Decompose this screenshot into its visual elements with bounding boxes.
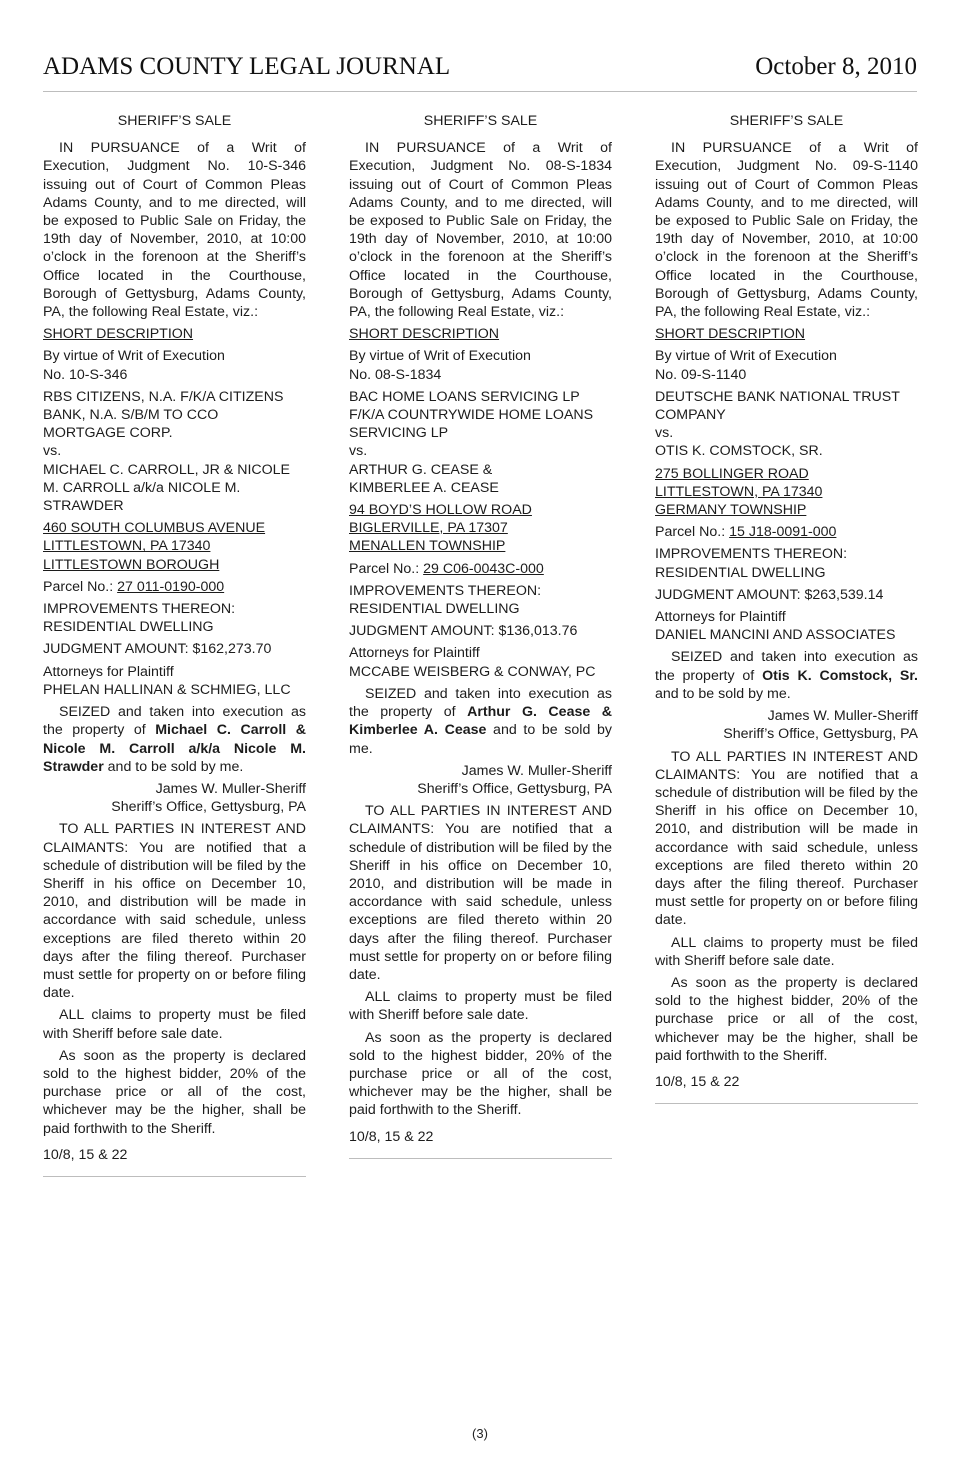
payment-paragraph: As soon as the property is declared sold to the highest bidder, 20% of the purchase price or all of the cost, whichever may be the higher, shall be paid forthwith to the Sheriff. — [43, 1047, 306, 1137]
seized-prefix: SEIZED and taken into execution as the property of — [655, 649, 918, 684]
seized-owner: Arthur G. Cease & Kimberlee A. Cease — [349, 704, 612, 739]
writ-number: No. 10-S-346 — [43, 366, 128, 383]
versus-label: vs. — [43, 443, 62, 460]
notice-heading: SHERIFF’S SALE — [423, 113, 538, 129]
sheriff-name: James W. Muller-Sheriff — [155, 780, 306, 797]
parcel-number — [655, 523, 918, 541]
attorneys — [655, 608, 918, 644]
seized-prefix: SEIZED and taken into execution as the property of — [349, 685, 612, 721]
claims-paragraph: ALL claims to property must be filed with Sheriff before sale date. — [349, 989, 612, 1024]
publication-dates: 10/8, 15 & 22 — [349, 1128, 612, 1159]
sheriff-name: James W. Muller-Sheriff — [461, 762, 612, 779]
parcel-value: 29 C06-0043C-000 — [423, 560, 544, 577]
parcel-value: 15 J18-0091-000 — [729, 524, 837, 541]
defendant-line: KIMBERLEE A. CEASE — [349, 479, 499, 496]
attorneys-name: PHELAN HALLINAN & SCHMIEG, LLC — [43, 681, 291, 698]
payment-paragraph: As soon as the property is declared sold to the highest bidder, 20% of the purchase price or all of the cost, whichever may be the higher, shall be paid forthwith to the Sheriff. — [349, 1029, 612, 1119]
address-line: LITTLESTOWN BOROUGH — [43, 556, 220, 573]
address-line: BIGLERVILLE, PA 17307 — [349, 520, 508, 537]
sheriff-office: Sheriff’s Office, Gettysburg, PA — [723, 726, 918, 743]
defendant-line: ARTHUR G. CEASE & — [349, 461, 493, 478]
plaintiff-line: COMPANY — [655, 407, 726, 424]
seized-suffix: and to be sold by me. — [103, 758, 244, 775]
attorneys — [43, 663, 306, 699]
address-line: LITTLESTOWN, PA 17340 — [43, 538, 211, 555]
parcel-number — [43, 578, 306, 596]
seized-paragraph — [349, 685, 612, 758]
case-parties — [349, 388, 612, 497]
address-line: 275 BOLLINGER ROAD — [655, 465, 809, 482]
sheriff-signature — [655, 707, 918, 743]
property-address — [43, 519, 306, 574]
plaintiff-line: BAC HOME LOANS SERVICING LP — [349, 388, 580, 405]
journal-title: ADAMS COUNTY LEGAL JOURNAL — [43, 53, 451, 80]
property-address — [349, 501, 612, 556]
pursuance-paragraph: IN PURSUANCE of a Writ of Execution, Judgment No. 09-S-1140 issuing out of Court of Common Pleas Adams County, and to me directed, will be exposed to Public Sale on Friday, the 19th day of November, 2010, at 10:00 o’clock in the forenoon at the Sheriff’s Office located in the Courthouse, Borough of Gettysburg, Adams County, PA, the following Real Estate, viz.: — [655, 140, 918, 321]
improvements — [655, 545, 918, 581]
writ-number: No. 09-S-1140 — [655, 366, 747, 383]
improvements-line: IMPROVEMENTS THEREON: — [655, 546, 848, 563]
publication-dates: 10/8, 15 & 22 — [43, 1146, 306, 1177]
seized-prefix: SEIZED and taken into execution as the property of — [43, 704, 306, 739]
short-description-label: SHORT DESCRIPTION — [349, 326, 500, 343]
sheriff-signature — [43, 780, 306, 816]
sheriff-signature — [349, 762, 612, 798]
improvements-line: IMPROVEMENTS THEREON: — [43, 601, 236, 618]
claimants-paragraph: TO ALL PARTIES IN INTEREST AND CLAIMANTS: You are notified that a schedule of distribution will be filed by the Sheriff in his office on December 10, 2010, and distribution will be made in accordance with said schedule, unless exceptions are filed thereto within 20 days after the filing thereof. Purchaser must settle for property on or before filing date. — [349, 803, 612, 983]
seized-owner: Otis K. Comstock, Sr. — [762, 667, 918, 684]
address-line: GERMANY TOWNSHIP — [655, 502, 807, 519]
claims-paragraph: ALL claims to property must be filed with Sheriff before sale date. — [655, 934, 918, 969]
page-number: (3) — [472, 1426, 488, 1441]
plaintiff-line: DEUTSCHE BANK NATIONAL TRUST — [655, 388, 900, 405]
attorneys-name: DANIEL MANCINI AND ASSOCIATES — [655, 627, 896, 644]
plaintiff-line: SERVICING LP — [349, 425, 449, 442]
sheriff-sale-notice — [349, 112, 612, 1159]
plaintiff-line: BANK, N.A. S/B/M TO CCO — [43, 407, 219, 424]
address-line: LITTLESTOWN, PA 17340 — [655, 483, 823, 500]
seized-paragraph — [43, 703, 306, 776]
judgment-amount: JUDGMENT AMOUNT: $263,539.14 — [655, 586, 884, 603]
judgment-amount: JUDGMENT AMOUNT: $162,273.70 — [43, 641, 272, 658]
improvements — [349, 582, 612, 618]
writ-reference — [43, 347, 306, 383]
sheriff-office: Sheriff’s Office, Gettysburg, PA — [417, 780, 612, 797]
defendant-line: MICHAEL C. CARROLL, JR & NICOLE — [43, 461, 291, 478]
seized-paragraph — [655, 648, 918, 703]
publication-dates: 10/8, 15 & 22 — [655, 1073, 918, 1104]
case-parties — [43, 388, 306, 515]
improvements-line: RESIDENTIAL DWELLING — [349, 601, 520, 618]
notice-heading: SHERIFF’S SALE — [117, 113, 232, 129]
parcel-number — [349, 560, 612, 578]
writ-number: No. 08-S-1834 — [349, 366, 442, 383]
notice-heading: SHERIFF’S SALE — [729, 113, 844, 129]
claimants-paragraph: TO ALL PARTIES IN INTEREST AND CLAIMANTS: You are notified that a schedule of distribution will be filed by the Sheriff in his office on December 10, 2010, and distribution will be made in accordance with said schedule, unless exceptions are filed thereto within 20 days after the filing thereof. Purchaser must settle for property on or before filing date. — [43, 821, 306, 1002]
writ-reference — [655, 347, 918, 383]
plaintiff-line: RBS CITIZENS, N.A. F/K/A CITIZENS — [43, 388, 284, 405]
attorneys — [349, 644, 612, 680]
claims-paragraph: ALL claims to property must be filed with Sheriff before sale date. — [43, 1007, 306, 1042]
short-description-label: SHORT DESCRIPTION — [43, 326, 194, 343]
plaintiff-line: F/K/A COUNTRYWIDE HOME LOANS — [349, 407, 594, 424]
short-description-label: SHORT DESCRIPTION — [655, 326, 806, 343]
payment-paragraph: As soon as the property is declared sold to the highest bidder, 20% of the purchase price or all of the cost, whichever may be the higher, shall be paid forthwith to the Sheriff. — [655, 974, 918, 1064]
writ-line: By virtue of Writ of Execution — [43, 348, 225, 365]
parcel-value: 27 011-0190-000 — [117, 578, 225, 595]
parcel-label: Parcel No.: — [349, 560, 424, 577]
sheriff-name: James W. Muller-Sheriff — [767, 708, 918, 725]
writ-reference — [349, 347, 612, 383]
improvements-line: RESIDENTIAL DWELLING — [655, 564, 826, 581]
writ-line: By virtue of Writ of Execution — [655, 348, 837, 365]
seized-suffix: and to be sold by me. — [349, 722, 612, 757]
sheriff-sale-notice — [43, 112, 306, 1177]
parcel-label: Parcel No.: — [655, 524, 730, 541]
writ-line: By virtue of Writ of Execution — [349, 348, 531, 365]
masthead — [43, 52, 917, 92]
judgment-amount: JUDGMENT AMOUNT: $136,013.76 — [349, 623, 578, 640]
claimants-paragraph: TO ALL PARTIES IN INTEREST AND CLAIMANTS: You are notified that a schedule of distribution will be filed by the Sheriff in his office on December 10, 2010, and distribution will be made in accordance with said schedule, unless exceptions are filed thereto within 20 days after the filing thereof. Purchaser must settle for property on or before filing date. — [655, 748, 918, 929]
issue-date: October 8, 2010 — [755, 53, 917, 80]
improvements-line: RESIDENTIAL DWELLING — [43, 619, 214, 636]
plaintiff-line: MORTGAGE CORP. — [43, 425, 173, 442]
address-line: 94 BOYD’S HOLLOW ROAD — [349, 502, 532, 519]
address-line: MENALLEN TOWNSHIP — [349, 538, 506, 555]
attorneys-label: Attorneys for Plaintiff — [43, 663, 174, 680]
improvements-line: IMPROVEMENTS THEREON: — [349, 582, 542, 599]
address-line: 460 SOUTH COLUMBUS AVENUE — [43, 520, 266, 537]
versus-label: vs. — [655, 425, 674, 442]
improvements — [43, 600, 306, 636]
versus-label: vs. — [349, 443, 368, 460]
defendant-line: OTIS K. COMSTOCK, SR. — [655, 443, 823, 460]
defendant-line: M. CARROLL a/k/a NICOLE M. — [43, 479, 241, 496]
property-address — [655, 465, 918, 520]
sheriff-sale-notice — [655, 112, 918, 1104]
seized-suffix: and to be sold by me. — [655, 685, 791, 702]
attorneys-name: MCCABE WEISBERG & CONWAY, PC — [349, 663, 596, 680]
pursuance-paragraph: IN PURSUANCE of a Writ of Execution, Judgment No. 08-S-1834 issuing out of Court of Common Pleas Adams County, and to me directed, will be exposed to Public Sale on Friday, the 19th day of November, 2010, at 10:00 o’clock in the forenoon at the Sheriff’s Office located in the Courthouse, Borough of Gettysburg, Adams County, PA, the following Real Estate, viz.: — [349, 140, 612, 321]
attorneys-label: Attorneys for Plaintiff — [349, 645, 480, 662]
parcel-label: Parcel No.: — [43, 578, 118, 595]
case-parties — [655, 388, 918, 461]
pursuance-paragraph: IN PURSUANCE of a Writ of Execution, Judgment No. 10-S-346 issuing out of Court of Common Pleas Adams County, and to me directed, will be exposed to Public Sale on Friday, the 19th day of November, 2010, at 10:00 o’clock in the forenoon at the Sheriff’s Office located in the Courthouse, Borough of Gettysburg, Adams County, PA, the following Real Estate, viz.: — [43, 140, 306, 321]
seized-owner: Michael C. Carroll & Nicole M. Carroll a/k/a Nicole M. Strawder — [43, 722, 306, 775]
sheriff-office: Sheriff’s Office, Gettysburg, PA — [111, 799, 306, 816]
attorneys-label: Attorneys for Plaintiff — [655, 609, 786, 626]
defendant-line: STRAWDER — [43, 498, 124, 515]
